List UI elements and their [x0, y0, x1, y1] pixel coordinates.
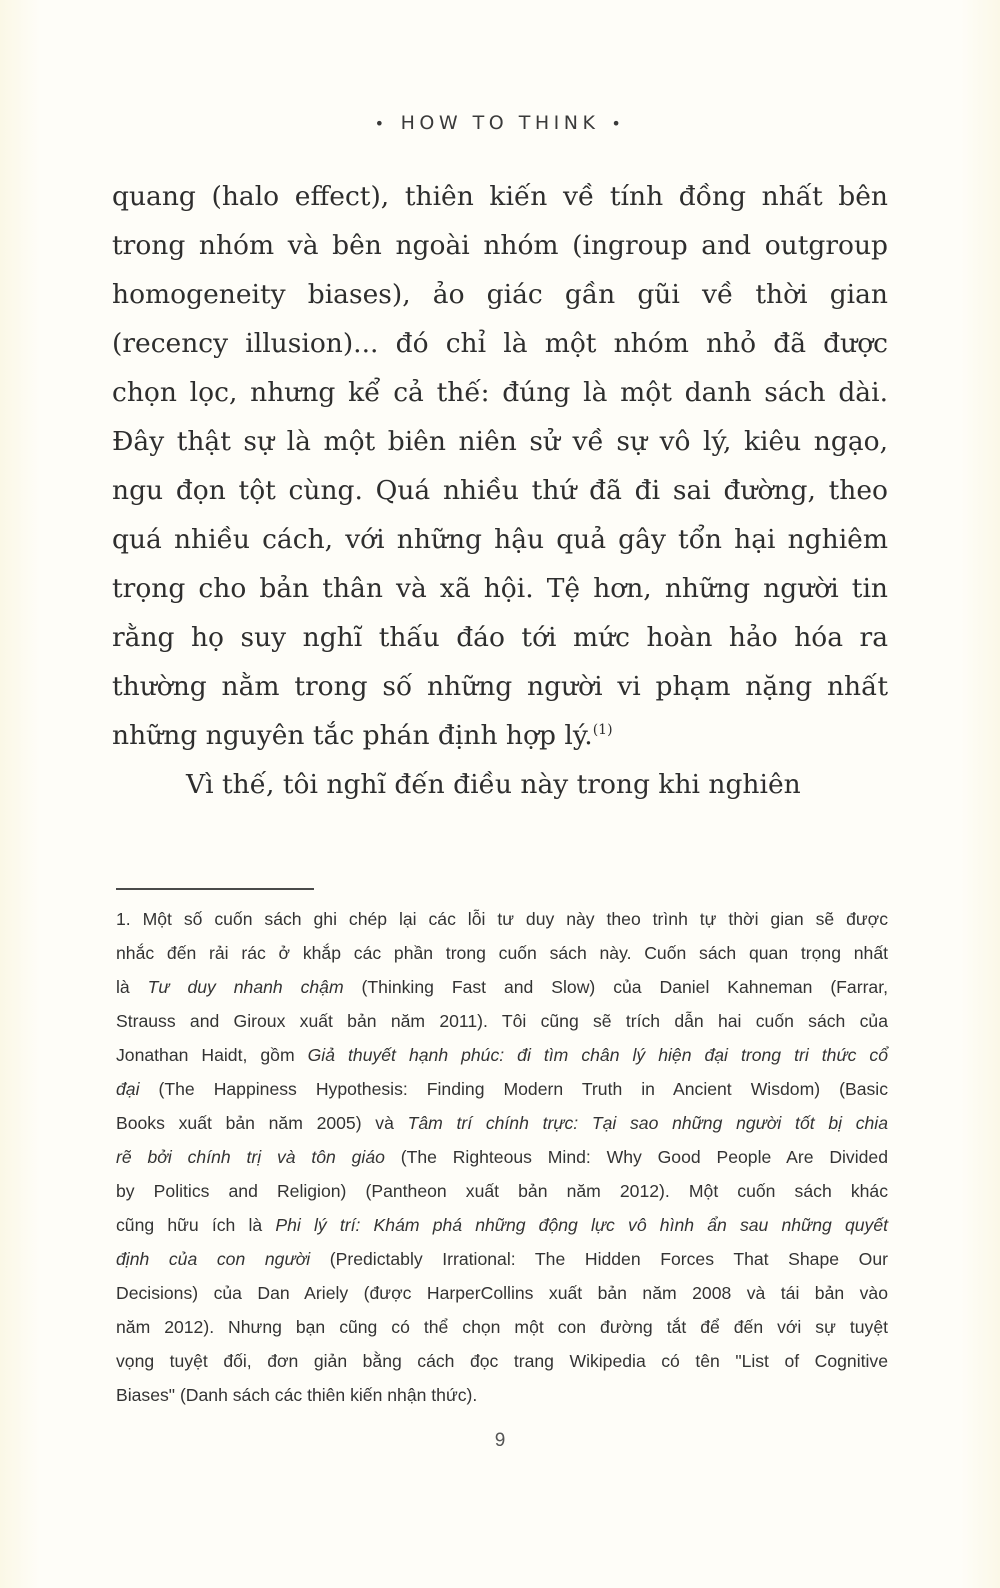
footnote-text: 1. Một số cuốn sách ghi chép lại các lỗi tư duy này theo trình tự thời gian sẽ được: [116, 909, 888, 929]
page-number: 9: [494, 1430, 506, 1451]
body-line: trong nhóm và bên ngoài nhóm (ingroup and outgroup: [112, 230, 888, 261]
footnote: [116, 902, 888, 1412]
footnote-text: Strauss and Giroux xuất bản năm 2011). Tôi cũng sẽ trích dẫn hai cuốn sách của: [116, 1011, 888, 1031]
footnote-line: [116, 1276, 888, 1310]
footnote-book-title: định của con người: [116, 1249, 311, 1269]
body-text: [112, 172, 888, 809]
footnote-text: nhắc đến rải rác ở khắp các phần trong cuốn sách này. Cuốn sách quan trọng nhất: [116, 943, 888, 963]
body-line: Đây thật sự là một biên niên sử về sự vô lý, kiêu ngạo,: [112, 426, 888, 457]
footnote-line: [116, 902, 888, 936]
footnote-text: by Politics and Religion) (Pantheon xuất bản năm 2012). Một cuốn sách khác: [116, 1181, 888, 1201]
footnote-line: [116, 1072, 888, 1106]
footnote-book-title: Tư duy nhanh chậm: [147, 977, 344, 997]
footnote-reference[interactable]: (1): [592, 722, 613, 738]
footnote-book-title: đại: [116, 1079, 140, 1099]
footnote-rule: [116, 888, 314, 890]
body-line: trọng cho bản thân và xã hội. Tệ hơn, những người tin: [112, 573, 888, 604]
body-line: quang (halo effect), thiên kiến về tính đồng nhất bên: [112, 181, 888, 212]
footnote-text: (The Righteous Mind: Why Good People Are Divided: [384, 1147, 888, 1167]
footnote-book-title: Giả thuyết hạnh phúc: đi tìm chân lý hiện đại trong tri thức cổ: [307, 1045, 888, 1065]
running-head: [0, 112, 1000, 134]
footnote-book-title: rẽ bởi chính trị và tôn giáo: [116, 1147, 385, 1167]
footnote-line: [116, 1106, 888, 1140]
bullet-left: •: [374, 114, 389, 133]
footnote-line: [116, 1174, 888, 1208]
body-line: chọn lọc, nhưng kể cả thế: đúng là một danh sách dài.: [112, 377, 888, 408]
footnote-line: [116, 1004, 888, 1038]
footnote-text: (Predictably Irrational: The Hidden Forces That Shape Our: [310, 1249, 888, 1269]
footnote-line: [116, 1140, 888, 1174]
running-head-title: HOW TO THINK: [400, 112, 600, 134]
footnote-text: là: [116, 977, 148, 997]
body-line: quá nhiều cách, với những hậu quả gây tổn hại nghiêm: [112, 524, 888, 555]
footnote-text: vọng tuyệt đối, đơn giản bằng cách đọc trang Wikipedia có tên "List of Cognitive: [116, 1351, 888, 1371]
body-line-paragraph-start: Vì thế, tôi nghĩ đến điều này trong khi nghiên: [186, 769, 801, 800]
footnote-line: [116, 1344, 888, 1378]
footnote-line: [116, 1038, 888, 1072]
footnote-text: Decisions) của Dan Ariely (được HarperCollins xuất bản năm 2008 và tái bản vào: [116, 1283, 888, 1303]
footnote-line: [116, 1378, 888, 1412]
footnote-text: (Thinking Fast and Slow) của Daniel Kahneman (Farrar,: [343, 977, 888, 997]
footnote-book-title: Tâm trí chính trực: Tại sao những người tốt bị chia: [407, 1113, 888, 1133]
body-line-text: những nguyên tắc phán định hợp lý.: [112, 720, 593, 751]
footnote-line: [116, 1208, 888, 1242]
bullet-right: •: [611, 114, 626, 133]
footnote-line: [116, 1310, 888, 1344]
footnote-text: Jonathan Haidt, gồm: [116, 1045, 308, 1065]
body-line: homogeneity biases), ảo giác gần gũi về thời gian: [112, 279, 888, 310]
footnote-line: [116, 936, 888, 970]
page-edge-shadow-left: [0, 0, 40, 1588]
footnote-text: cũng hữu ích là: [116, 1215, 276, 1235]
footnote-book-title: Phi lý trí: Khám phá những động lực vô hình ẩn sau những quyết: [275, 1215, 888, 1235]
footnote-text: năm 2012). Nhưng bạn cũng có thể chọn một con đường tắt để đến với sự tuyệt: [116, 1317, 888, 1337]
footnote-text: Books xuất bản năm 2005) và: [116, 1113, 408, 1133]
body-line: ngu đọn tột cùng. Quá nhiều thứ đã đi sai đường, theo: [112, 475, 888, 506]
body-line-paragraph-end: [112, 711, 888, 760]
body-line: thường nằm trong số những người vi phạm nặng nhất: [112, 671, 888, 702]
footnote-line: [116, 1242, 888, 1276]
footnote-line: [116, 970, 888, 1004]
footnote-text: (The Happiness Hypothesis: Finding Modern Truth in Ancient Wisdom) (Basic: [139, 1079, 888, 1099]
body-line: rằng họ suy nghĩ thấu đáo tới mức hoàn hảo hóa ra: [112, 622, 888, 653]
page-edge-shadow-right: [960, 0, 1000, 1588]
footnote-text: Biases" (Danh sách các thiên kiến nhận thức).: [116, 1385, 478, 1405]
body-line: (recency illusion)... đó chỉ là một nhóm nhỏ đã được: [112, 328, 888, 359]
